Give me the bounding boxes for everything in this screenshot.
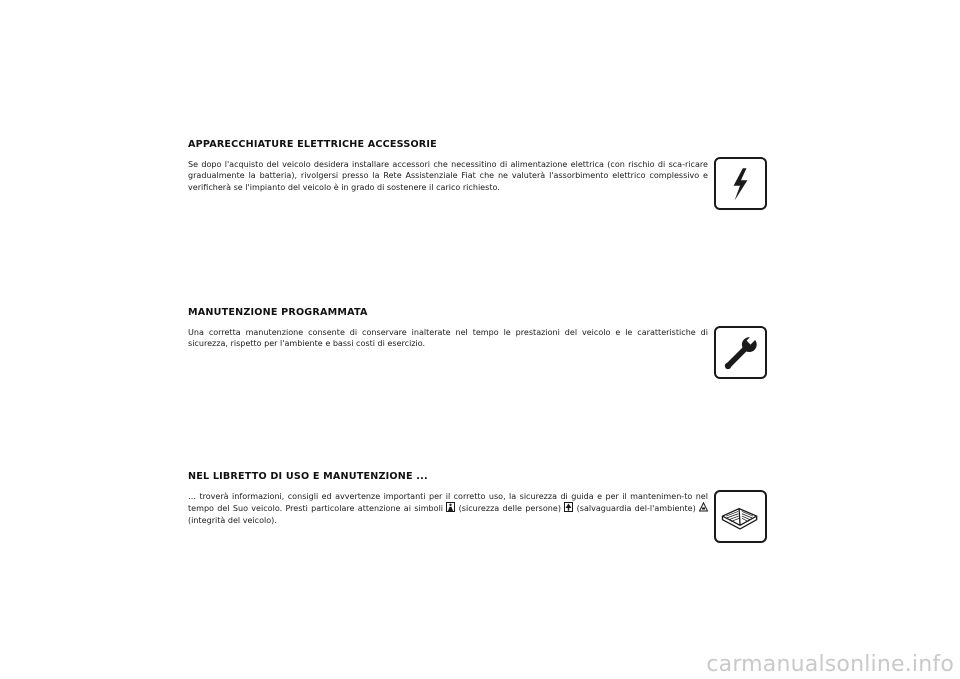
section-electrical-accessories	[188, 139, 708, 193]
body-text-part-4: (integrità del veicolo).	[188, 515, 277, 525]
section-owner-handbook	[188, 471, 708, 526]
body-text-part-1: … troverà informazioni, consigli ed avvertenze importanti per il corretto uso, la sicurezza di guida e per il mantenimen-to nel tempo del Suo veicolo. Presti particolare attenzione ai simboli	[188, 492, 708, 514]
section-title-electrical-accessories: APPARECCHIATURE ELETTRICHE ACCESSORIE	[188, 139, 437, 150]
wrench-icon	[714, 326, 767, 379]
section-body-scheduled-maintenance: Una corretta manutenzione consente di conservare inalterate nel tempo le prestazioni del veicolo e le caratteristiche di sicurezza, rispetto per l'ambiente e bassi costi di esercizio.	[188, 328, 708, 349]
open-book-icon	[714, 490, 767, 543]
section-scheduled-maintenance	[188, 307, 708, 350]
vehicle-integrity-symbol-icon	[699, 502, 708, 512]
body-text-part-2: (sicurezza delle persone)	[458, 504, 561, 514]
section-title-owner-handbook: NEL LIBRETTO DI USO E MANUTENZIONE ...	[188, 471, 428, 482]
section-body-owner-handbook	[188, 491, 708, 526]
section-title-scheduled-maintenance: MANUTENZIONE PROGRAMMATA	[188, 307, 368, 318]
watermark-text: carmanualsonline.info	[706, 652, 954, 677]
body-text-part-3: (salvaguardia del-l'ambiente)	[576, 504, 696, 514]
section-body-electrical-accessories: Se dopo l'acquisto del veicolo desidera installare accessori che necessitino di alimentazione elettrica (con rischio di sca-ricare gradualmente la batteria), rivolgersi presso la Rete Assistenziale Fiat che ne valuterà l'assorbimento elettrico complessivo e verificherà se l'impianto del veicolo è in grado di sostenere il carico richiesto.	[188, 160, 708, 192]
lightning-bolt-icon	[714, 157, 767, 210]
environment-symbol-icon	[564, 502, 573, 512]
person-safety-symbol-icon	[446, 502, 455, 512]
